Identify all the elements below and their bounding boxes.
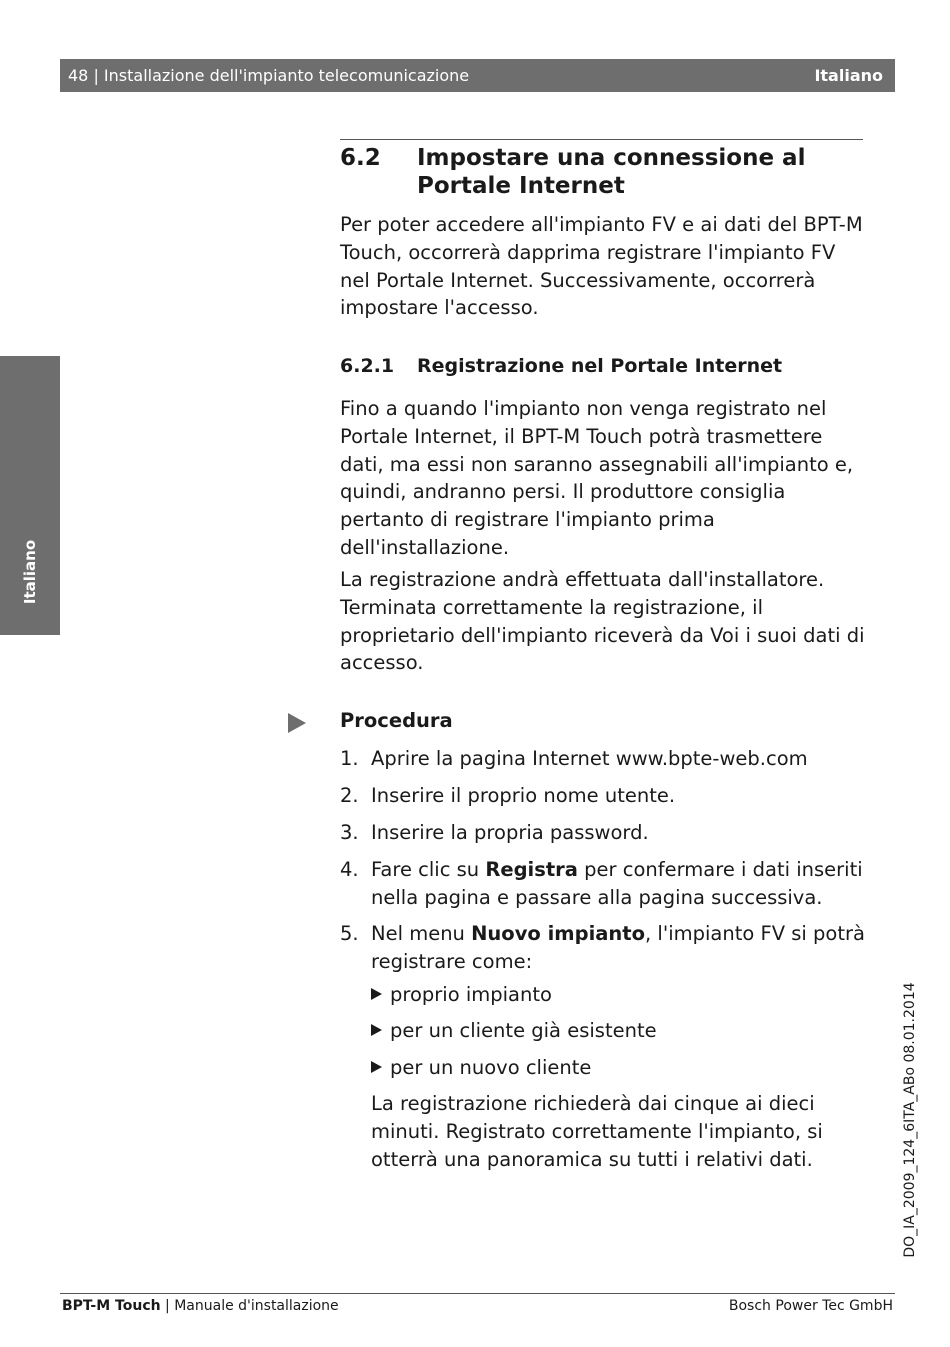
section-title: Impostare una connessione al Portale Internet <box>417 145 806 199</box>
subsection-paragraph-1: Fino a quando l'impianto non venga registrato nel Portale Internet, il BPT-M Touch potrà trasmettere dati, ma essi non saranno assegnabili all'impianto e, quindi, andranno persi. Il produttore consiglia pertanto di registrare l'impianto prima dell'installazione. <box>340 397 854 559</box>
bullet-triangle-icon <box>371 1061 382 1073</box>
footer-rule <box>60 1293 895 1294</box>
footer-product: BPT-M Touch <box>62 1298 161 1314</box>
procedure-closing-text: La registrazione richiederà dai cinque ai dieci minuti. Registrato correttamente l'impianto, si otterrà una panoramica su tutti i relativi dati. <box>371 1092 823 1171</box>
page-header <box>60 59 895 92</box>
step-number: 5. <box>340 922 359 945</box>
step-text: Fare clic su Registra per confermare i dati inseriti nella pagina e passare alla pagina successiva. <box>371 858 863 909</box>
procedure-label: Procedura <box>340 709 453 732</box>
step-number: 4. <box>340 858 359 881</box>
procedure-arrow-icon <box>288 713 306 733</box>
option-item: per un nuovo cliente <box>371 1054 591 1082</box>
subsection-number: 6.2.1 <box>340 355 395 377</box>
header-page-info: 48 | Installazione dell'impianto telecomunicazione <box>68 66 470 85</box>
side-tab-label: Italiano <box>21 539 39 605</box>
register-keyword: Registra <box>485 858 578 881</box>
section-number: 6.2 <box>340 145 381 171</box>
footer-company: Bosch Power Tec GmbH <box>728 1298 893 1314</box>
step-number: 2. <box>340 784 359 807</box>
document-code: DO_IA_2009_124_6ITA_ABo 08.01.2014 <box>902 982 918 1258</box>
step-text: Aprire la pagina Internet www.bpte-web.com <box>371 747 808 770</box>
subsection-paragraph-2: La registrazione andrà effettuata dall'installatore. Terminata correttamente la registrazione, il proprietario dell'impianto riceverà da Voi i suoi dati di accesso. <box>340 568 865 675</box>
header-language: Italiano <box>814 66 883 85</box>
step-text: Nel menu Nuovo impianto, l'impianto FV si potrà registrare come: <box>371 922 865 973</box>
step-text: Inserire il proprio nome utente. <box>371 784 676 807</box>
section-rule <box>340 139 863 140</box>
footer-product-info <box>62 1298 339 1314</box>
option-item: per un cliente già esistente <box>371 1017 657 1045</box>
subsection-title: Registrazione nel Portale Internet <box>417 355 783 377</box>
bullet-triangle-icon <box>371 1024 382 1036</box>
section-intro: Per poter accedere all'impianto FV e ai dati del BPT-M Touch, occorrerà dapprima registrare l'impianto FV nel Portale Internet. Successivamente, occorrerà impostare l'accesso. <box>340 213 863 320</box>
step-text: Inserire la propria password. <box>371 821 649 844</box>
step-number: 3. <box>340 821 359 844</box>
step-number: 1. <box>340 747 359 770</box>
new-plant-menu-keyword: Nuovo impianto <box>471 922 646 945</box>
option-item: proprio impianto <box>371 981 552 1009</box>
footer-manual: | Manuale d'installazione <box>160 1298 339 1314</box>
bullet-triangle-icon <box>371 988 382 1000</box>
